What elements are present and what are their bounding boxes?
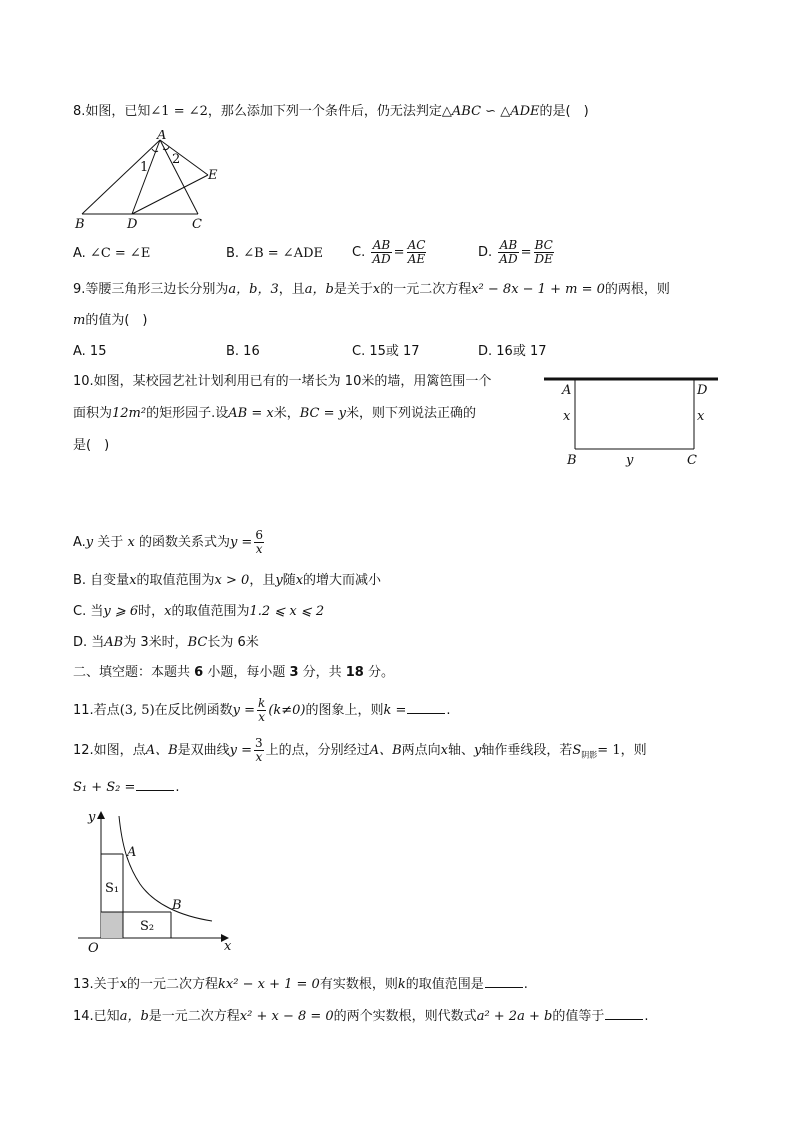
q10-option-a[interactable]: A.y 关于 x 的函数关系式为y = $\frac{6}{x}$	[73, 528, 263, 556]
q10-label-x-left: x	[563, 409, 571, 424]
q12-answer-blank[interactable]	[136, 778, 174, 791]
q14-stem: 14.已知a，b是一元二次方程x² + x − 8 = 0的两个实数根，则代数式a² + 2a + b的值等于 .	[73, 1009, 649, 1024]
q10-option-d[interactable]: D. 当AB为 3米时，BC长为 6米	[73, 635, 259, 650]
q9-stem-line2: m的值为( )	[73, 313, 148, 328]
q8-stem: 8.如图，已知∠1 = ∠2，那么添加下列一个条件后，仍无法判定△ABC ∽ △ADE的是( )	[73, 104, 589, 119]
q8-option-a[interactable]: A. ∠C = ∠E	[73, 246, 151, 261]
q8-label-e: E	[208, 168, 218, 183]
q10-label-b: B	[567, 453, 577, 468]
q12-stem-line2: S₁ + S₂ = .	[73, 780, 180, 795]
q12-label-x: x	[224, 939, 232, 954]
q8-label-d: D	[127, 217, 138, 232]
q12-stem-line1: 12.如图，点A、B是双曲线y = $\frac{3}{x}$ 上的点，分别经过A、B两点向x轴、y轴作垂线段，若$S_{阴影}= 1$，则	[73, 736, 647, 764]
q10-label-y: y	[626, 453, 634, 468]
q8-label-b: B	[75, 217, 85, 232]
q12-label-y: y	[88, 810, 96, 825]
q10-stem-line3: 是( )	[73, 438, 110, 453]
q11-stem: 11.若点(3, 5)在反比例函数y = $\frac{k}{x}$ (k≠0)的图象上，则k = .	[73, 696, 451, 724]
q10-option-c[interactable]: C. 当y ⩾ 6时，x的取值范围为1.2 ⩽ x ⩽ 2	[73, 604, 325, 619]
q10-label-a: A	[562, 383, 572, 398]
q10-stem-line1: 10.如图，某校园艺社计划利用已有的一堵长为 10米的墙，用篱笆围一个	[73, 374, 492, 389]
q8-label-1: 1	[140, 160, 149, 175]
q9-stem-line1: 9.等腰三角形三边长分别为a，b，3，且a，b是关于x的一元二次方程x² − 8x − 1 + m = 0的两根，则	[73, 282, 670, 297]
q12-label-b: B	[172, 898, 182, 913]
q12-label-o: O	[88, 941, 99, 956]
q10-label-c: C	[687, 453, 697, 468]
q12-label-a: A	[127, 845, 137, 860]
q9-option-d[interactable]: D. 16或 17	[478, 344, 547, 359]
q8-option-b[interactable]: B. ∠B = ∠ADE	[226, 246, 323, 261]
q10-option-b[interactable]: B. 自变量x的取值范围为x > 0，且y随x的增大而减小	[73, 573, 382, 588]
q9-option-c[interactable]: C. 15或 17	[352, 344, 420, 359]
q8-option-c[interactable]: C. $\frac{AB}{AD}$ = $\frac{AC}{AE}$	[352, 238, 426, 266]
q10-label-x-right: x	[697, 409, 705, 424]
q13-stem: 13.关于x的一元二次方程kx² − x + 1 = 0有实数根，则k的取值范围是 .	[73, 977, 528, 992]
q13-answer-blank[interactable]	[485, 975, 523, 988]
q10-label-d: D	[697, 383, 708, 398]
section2-heading: 二、填空题：本题共 6 小题，每小题 3 分，共 18 分。	[73, 665, 394, 680]
q8-label-c: C	[192, 217, 202, 232]
q8-option-d[interactable]: D. $\frac{AB}{AD}$ = $\frac{BC}{DE}$	[478, 238, 553, 266]
q8-label-a: A	[157, 130, 167, 143]
q12-label-s1: S₁	[105, 881, 120, 896]
q10-stem-line2: 面积为12m²的矩形园子.设AB = x米，BC = y米，则下列说法正确的	[73, 406, 476, 421]
q12-hyperbola-figure	[70, 806, 240, 956]
q8-label-2: 2	[172, 152, 181, 167]
q9-option-a[interactable]: A. 15	[73, 344, 107, 359]
q8-triangle-figure	[70, 130, 230, 232]
q12-label-s2: S₂	[140, 919, 155, 934]
q11-answer-blank[interactable]	[407, 701, 445, 714]
q10-garden-figure	[540, 372, 722, 472]
q14-answer-blank[interactable]	[605, 1007, 643, 1020]
q9-option-b[interactable]: B. 16	[226, 344, 260, 359]
